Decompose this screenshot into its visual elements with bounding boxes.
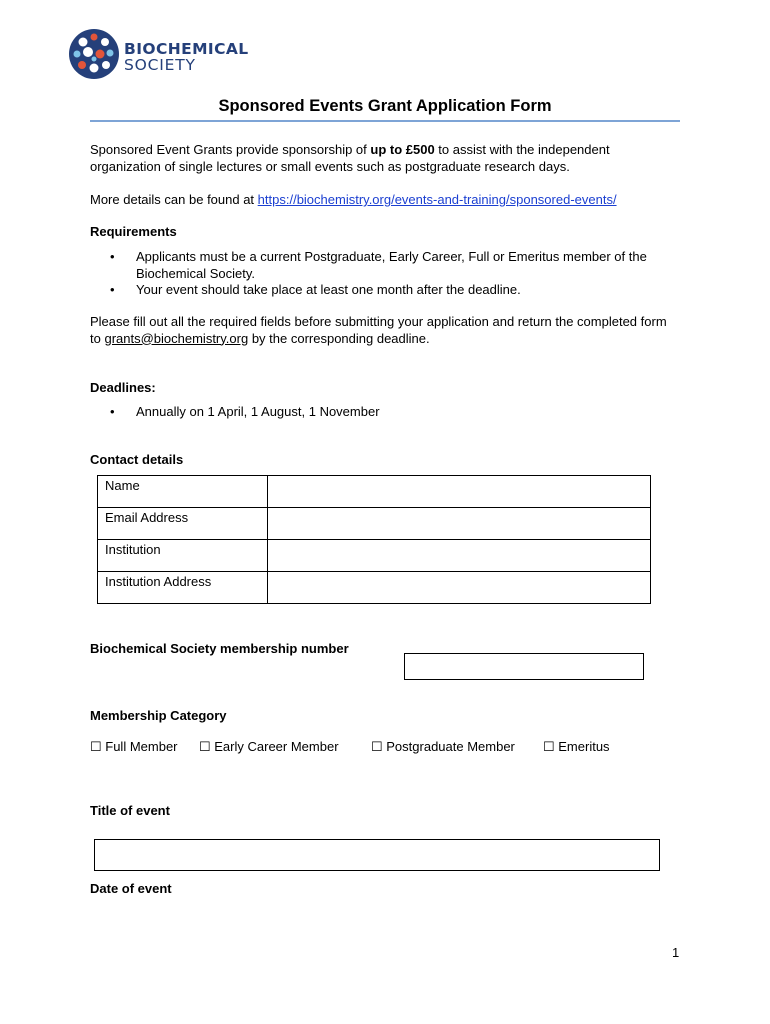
table-row [98,572,651,604]
requirement-text: Your event should take place at least one month after the deadline. [136,282,521,297]
list-item [90,249,680,282]
contact-table [97,475,651,604]
requirement-text: Applicants must be a current Postgraduate, Early Career, Full or Emeritus member of the Biochemical Society. [136,249,647,281]
table-row [98,476,651,508]
contact-email-field[interactable] [268,508,651,540]
contact-label-institution-address: Institution Address [98,572,268,604]
membership-category-heading: Membership Category [90,708,227,723]
event-date-label: Date of event [90,881,172,896]
contact-name-field[interactable] [268,476,651,508]
membership-number-label: Biochemical Society membership number [90,641,349,656]
grants-email-link[interactable]: grants@biochemistry.org [104,330,249,346]
deadline-text: Annually on 1 April, 1 August, 1 November [136,404,380,419]
checkbox-full-member[interactable]: ☐ Full Member [90,739,178,754]
checkbox-emeritus[interactable]: ☐ Emeritus [543,739,610,754]
contact-label-email: Email Address [98,508,268,540]
list-item [90,404,680,421]
event-title-label: Title of event [90,803,170,818]
intro-text-2: to assist with the independent organization of single lectures or small events such as postgraduate research days. [90,142,610,174]
list-item [90,282,680,299]
details-prefix: More details can be found at [90,192,258,207]
contact-institution-field[interactable] [268,540,651,572]
title-rule [90,120,680,122]
logo-text-line2: SOCIETY [124,56,196,74]
intro-text-1: Sponsored Event Grants provide sponsorship of [90,142,371,157]
deadlines-heading: Deadlines: [90,380,156,395]
contact-label-institution: Institution [98,540,268,572]
requirements-list [90,249,680,299]
deadlines-list [90,404,680,421]
contact-institution-address-field[interactable] [268,572,651,604]
instructions-text-1: Please fill out all the required fields before submitting your application and return the completed form to [90,314,667,346]
intro-amount: up to £500 [370,142,435,157]
logo-text-line1: BIOCHEMICAL [124,40,249,58]
table-row [98,508,651,540]
bullet-icon: • [110,249,115,264]
membership-number-field[interactable] [404,653,644,680]
bullet-icon: • [110,404,115,419]
requirements-heading: Requirements [90,224,177,239]
instructions-paragraph [90,314,680,347]
contact-heading: Contact details [90,452,184,467]
table-row [98,540,651,572]
page-number: 1 [672,945,680,960]
intro-paragraph [90,142,680,175]
page-title: Sponsored Events Grant Application Form [218,97,552,115]
contact-label-name: Name [98,476,268,508]
checkbox-early-career-member[interactable]: ☐ Early Career Member [199,739,339,754]
details-link[interactable]: https://biochemistry.org/events-and-training/sponsored-events/ [257,192,617,207]
bullet-icon: • [110,282,115,297]
details-paragraph [90,192,680,209]
biochemical-society-logo-icon [68,28,120,80]
event-title-field[interactable] [94,839,660,871]
checkbox-postgraduate-member[interactable]: ☐ Postgraduate Member [371,739,515,754]
instructions-text-2: by the corresponding deadline. [248,330,430,346]
